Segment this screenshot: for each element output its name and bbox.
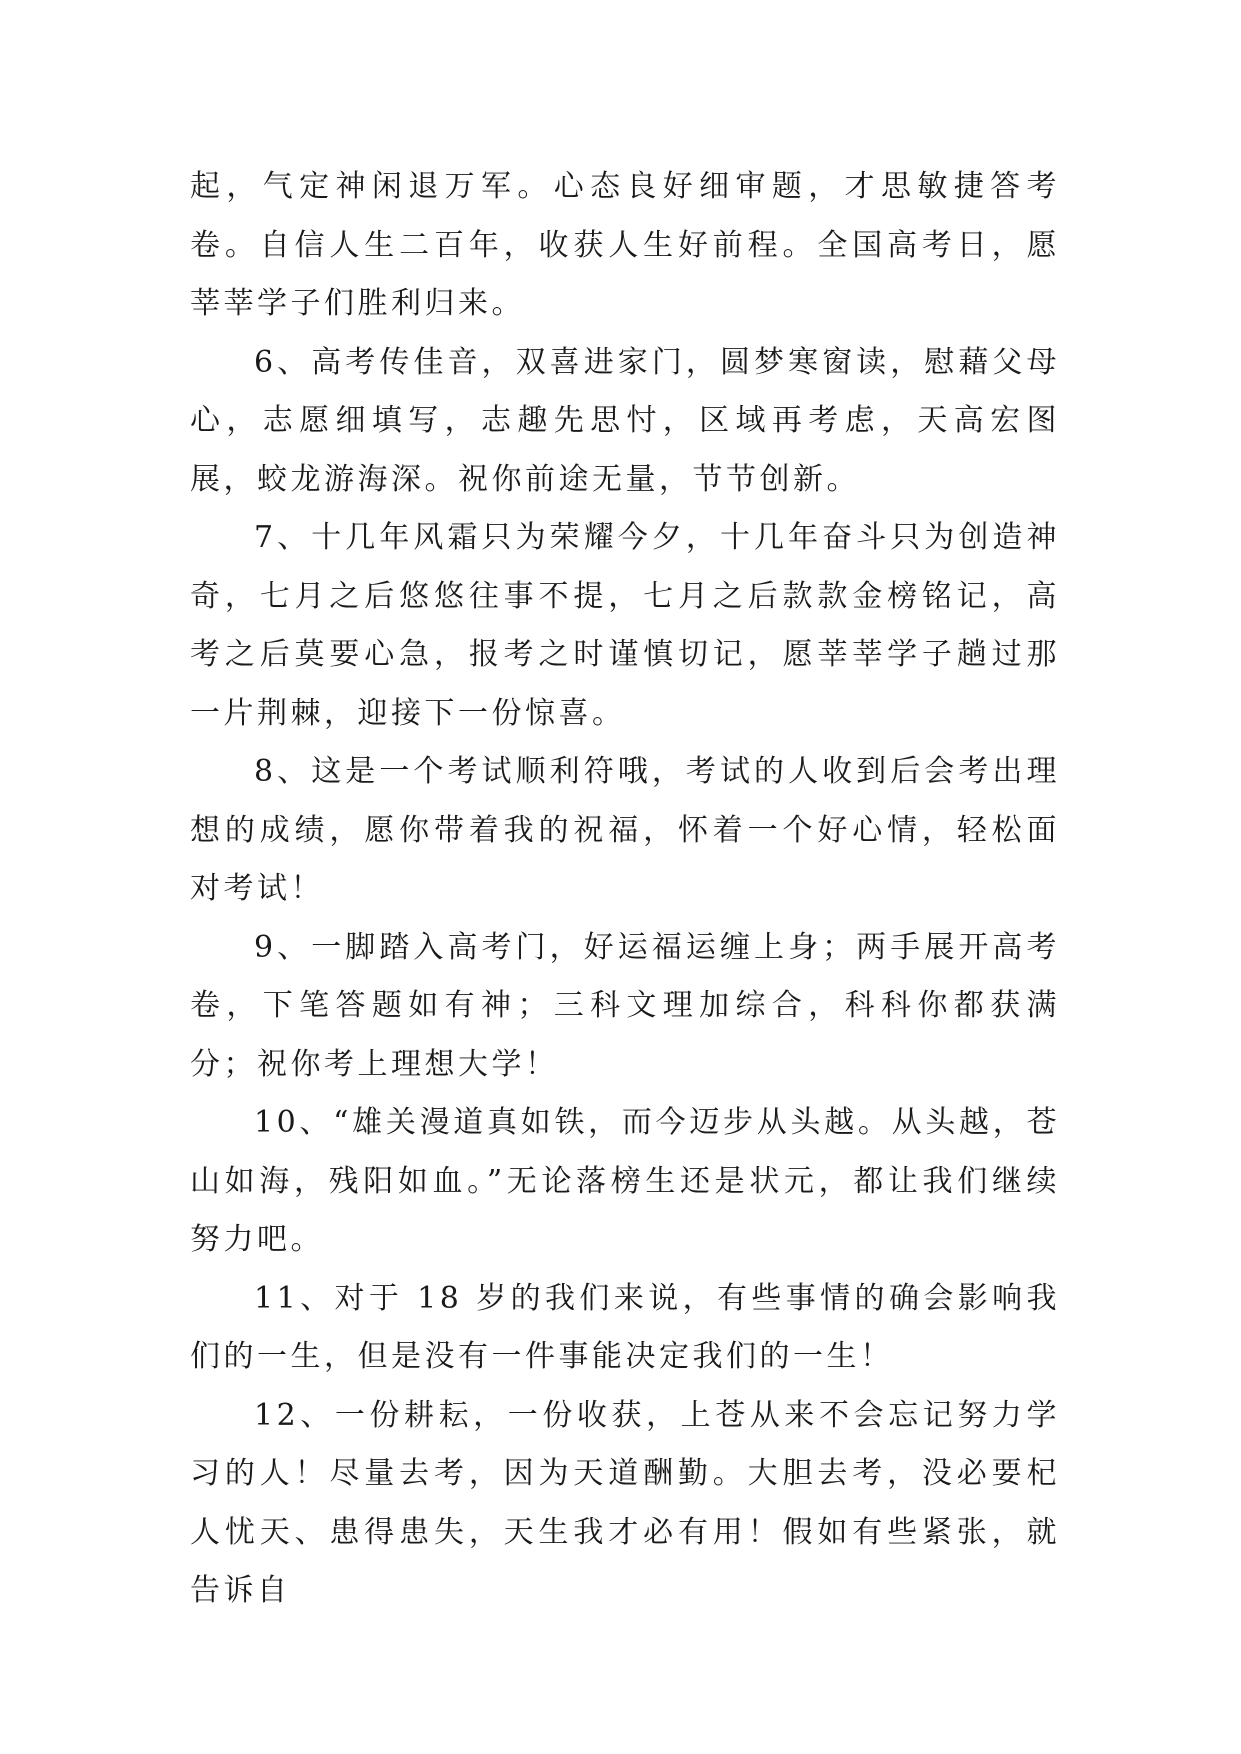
- paragraph-item-10: 10、“雄关漫道真如铁，而今迈步从头越。从头越，苍山如海，残阳如血。”无论落榜生还是状元，都让我们继续努力吧。: [190, 1105, 1060, 1257]
- document-body: [190, 158, 1060, 1621]
- paragraph-item-12: 12、一份耕耘，一份收获，上苍从来不会忘记努力学习的人！尽量去考，因为天道酬勤。大胆去考，没必要杞人忧天、患得患失，天生我才必有用！假如有些紧张，就告诉自: [190, 1397, 1060, 1608]
- paragraph-item-9: 9、一脚踏入高考门，好运福运缠上身；两手展开高考卷，下笔答题如有神；三科文理加综合，科科你都获满分；祝你考上理想大学！: [190, 929, 1060, 1082]
- paragraph-item-7: 7、十几年风霜只为荣耀今夕，十几年奋斗只为创造神奇，七月之后悠悠往事不提，七月之后款款金榜铭记，高考之后莫要心急，报考之时谨慎切记，愿莘莘学子趟过那一片荆棘，迎接下一份惊喜。: [190, 520, 1060, 731]
- paragraph-item-6: 6、高考传佳音，双喜进家门，圆梦寒窗读，慰藉父母心，志愿细填写，志趣先思忖，区域再考虑，天高宏图展，蛟龙游海深。祝你前途无量，节节创新。: [190, 344, 1060, 497]
- paragraph-item-8: 8、这是一个考试顺利符哦，考试的人收到后会考出理想的成绩，愿你带着我的祝福，怀着一个好心情，轻松面对考试！: [190, 754, 1060, 906]
- paragraph-item-11: 11、对于 18 岁的我们来说，有些事情的确会影响我们的一生，但是没有一件事能决定我们的一生！: [190, 1280, 1060, 1374]
- paragraph-continuation: 起，气定神闲退万军。心态良好细审题，才思敏捷答考卷。自信人生二百年，收获人生好前程。全国高考日，愿莘莘学子们胜利归来。: [190, 169, 1060, 321]
